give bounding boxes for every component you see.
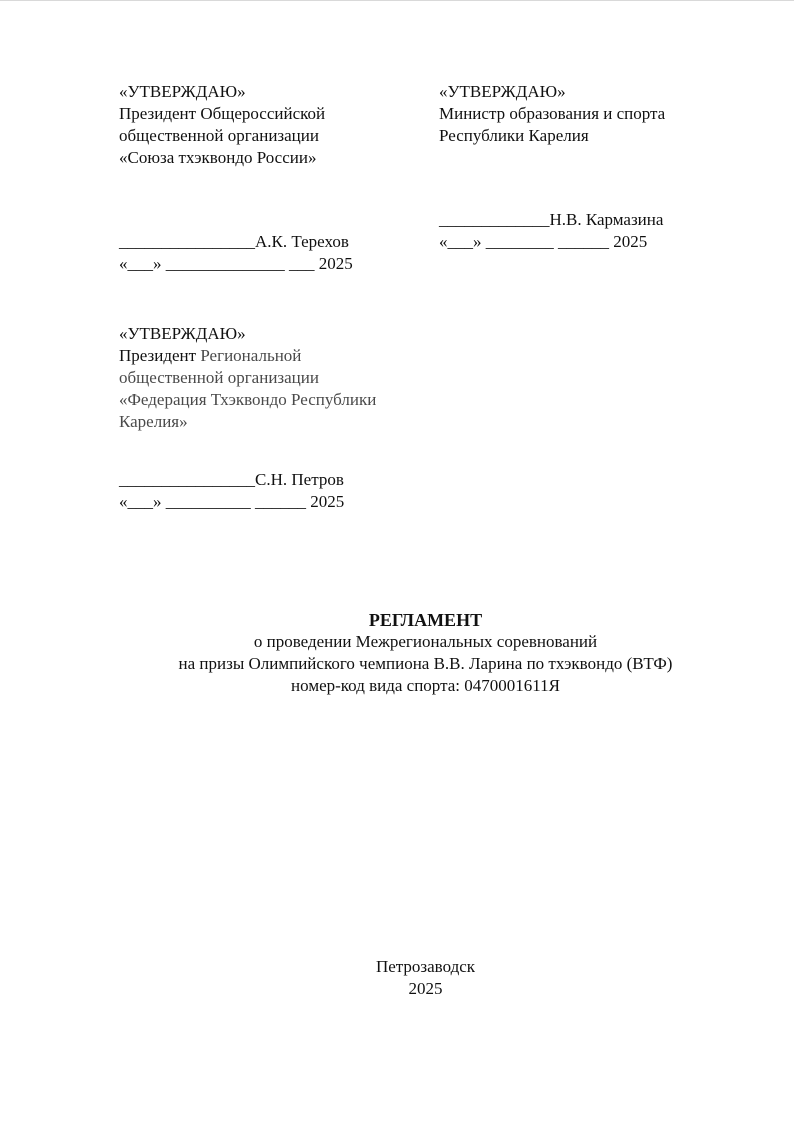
page-top-border [0,0,794,1]
document-subtitle-line: номер-код вида спорта: 0470001611Я [291,676,560,695]
approval-block-left [119,81,325,169]
document-footer [0,956,794,1000]
approval-block-bottom [119,323,376,433]
approval-position-line: Министр образования и спорта [439,104,666,123]
signature-line: ________________А.К. Терехов [119,232,349,251]
approval-position-line: общественной организации [119,126,319,145]
document-subtitle-line: о проведении Межрегиональных соревнований [253,632,598,651]
signature-block-bottom [119,469,344,513]
approval-heading: «УТВЕРЖДАЮ» [119,82,246,101]
signature-block-right [439,209,663,253]
approval-position-line: «Союза тхэквондо России» [119,148,317,167]
date-line: «___» __________ ______ 2025 [119,492,345,511]
approval-position-line: общественной организации [119,368,319,387]
footer-city: Петрозаводск [375,957,476,976]
document-title: РЕГЛАМЕНТ [368,610,483,630]
footer-year: 2025 [408,979,443,998]
approval-position-line [119,345,376,367]
date-line: «___» ______________ ___ 2025 [119,254,353,273]
approval-position-line: Республики Карелия [439,126,589,145]
position-rest: Региональной [196,346,302,365]
signature-block-left [119,231,353,275]
approval-heading: «УТВЕРЖДАЮ» [119,324,246,343]
signature-line: _____________Н.В. Кармазина [439,210,664,229]
date-line: «___» ________ ______ 2025 [439,232,648,251]
position-prefix: Президент [119,346,197,365]
document-title-block [0,609,794,697]
approval-position-line: Президент Общероссийской [119,104,326,123]
document-subtitle-line: на призы Олимпийского чемпиона В.В. Ларина по тхэквондо (ВТФ) [178,654,673,673]
approval-block-right [439,81,665,147]
approval-heading: «УТВЕРЖДАЮ» [439,82,566,101]
approval-position-line: «Федерация Тхэквондо Республики [119,390,377,409]
approval-position-line: Карелия» [119,412,188,431]
signature-line: ________________С.Н. Петров [119,470,344,489]
